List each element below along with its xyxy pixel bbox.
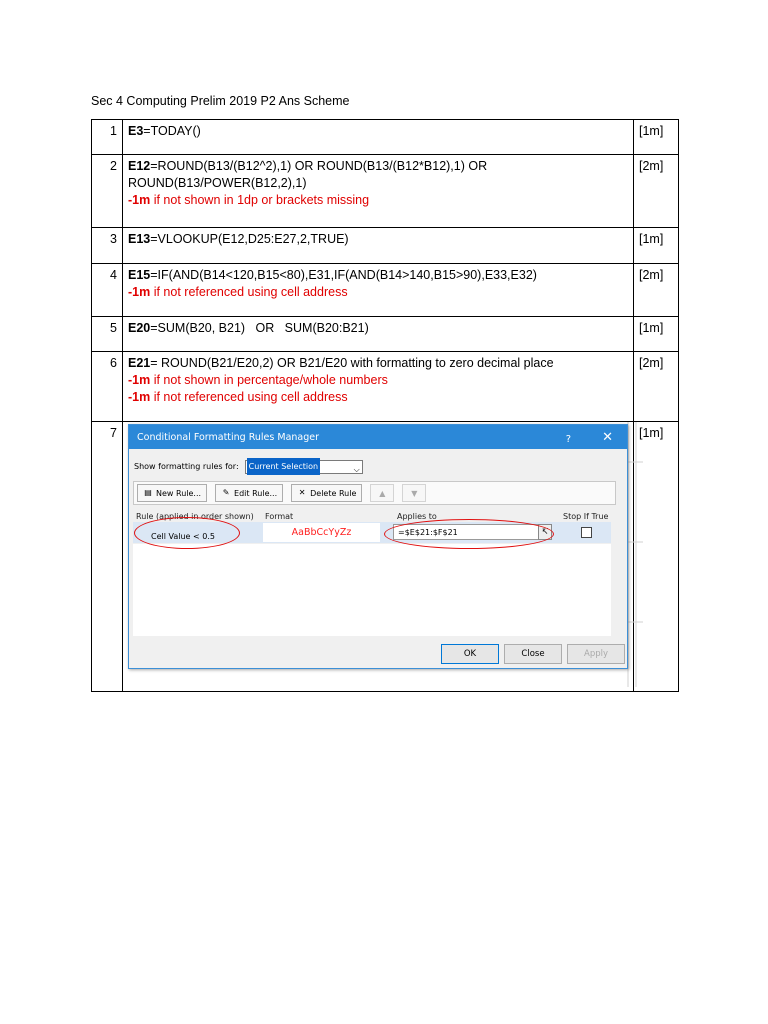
rules-toolbar [133, 481, 616, 505]
delete-icon: ✕ [298, 488, 306, 497]
formula: =ROUND(B13/(B12^2),1) OR ROUND(B13/(B12*B12),1) OR ROUND(B13/POWER(B12,2),1) [128, 159, 488, 190]
cell-ref: E13 [128, 232, 151, 246]
cell-ref: E3 [128, 124, 144, 138]
deduction-note: if not referenced using cell address [150, 390, 348, 404]
deduction: -1m [128, 285, 151, 299]
dialog-title-bar [129, 425, 627, 449]
new-rule-icon: ▤ [144, 488, 152, 497]
formula: =SUM(B20, B21) OR SUM(B20:B21) [150, 321, 369, 335]
move-up-button[interactable] [370, 484, 394, 502]
mark: [2m] [634, 264, 679, 317]
deduction-note: if not shown in percentage/whole numbers [150, 373, 388, 387]
mark: [2m] [634, 352, 679, 422]
table-row [92, 228, 679, 264]
close-icon[interactable]: ✕ [602, 430, 613, 445]
question-number: 2 [92, 155, 123, 228]
collapse-range-icon[interactable]: ↸ [538, 524, 552, 540]
table-row [92, 155, 679, 228]
question-number: 7 [92, 422, 123, 692]
cell-ref: E12 [128, 159, 151, 173]
answer-cell [123, 317, 634, 352]
mark: [1m] [634, 317, 679, 352]
delete-rule-label: Delete Rule [310, 488, 357, 498]
column-header-stop: Stop If True [563, 512, 609, 521]
applies-to-input[interactable]: =$E$21:$F$21 [393, 524, 545, 540]
cell-ref: E21 [128, 356, 151, 370]
help-icon[interactable]: ? [565, 434, 571, 445]
table-row [92, 422, 679, 692]
answer-cell [123, 264, 634, 317]
cell-ref: E15 [128, 268, 151, 282]
ok-button[interactable]: OK [441, 644, 499, 664]
mark: [1m] [634, 120, 679, 155]
format-preview: AaBbCcYyZz [263, 523, 380, 542]
show-rules-label: Show formatting rules for: [134, 462, 239, 471]
answer-cell [123, 352, 634, 422]
formula: =VLOOKUP(E12,D25:E27,2,TRUE) [150, 232, 349, 246]
question-number: 5 [92, 317, 123, 352]
formula: =IF(AND(B14<120,B15<80),E31,IF(AND(B14>140,B15>90),E33,E32) [150, 268, 537, 282]
apply-button[interactable]: Apply [567, 644, 625, 664]
move-down-button[interactable] [402, 484, 426, 502]
new-rule-label: New Rule... [156, 488, 202, 498]
deduction-note: if not referenced using cell address [150, 285, 348, 299]
edit-rule-button[interactable] [215, 484, 283, 502]
table-row [92, 120, 679, 155]
table-row [92, 264, 679, 317]
rules-list-empty-area [133, 544, 611, 636]
show-rules-dropdown[interactable] [245, 460, 363, 474]
deduction: -1m [128, 390, 151, 404]
show-rules-row [134, 458, 363, 475]
table-row [92, 317, 679, 352]
screenshot-container [123, 422, 633, 687]
question-number: 4 [92, 264, 123, 317]
arrow-down-icon: ▼ [411, 488, 418, 498]
arrow-up-icon: ▲ [379, 488, 386, 498]
rule-description: Cell Value < 0.5 [151, 532, 215, 541]
formula: =TODAY() [143, 124, 201, 138]
close-button[interactable]: Close [504, 644, 562, 664]
delete-rule-button[interactable] [291, 484, 362, 502]
document-title: Sec 4 Computing Prelim 2019 P2 Ans Scheme [91, 94, 350, 108]
new-rule-button[interactable] [137, 484, 207, 502]
chevron-down-icon: ⌵ [353, 464, 360, 474]
answer-cell [123, 228, 634, 264]
question-number: 3 [92, 228, 123, 264]
deduction: -1m [128, 373, 151, 387]
answer-cell [123, 155, 634, 228]
annotation-oval-rule [134, 517, 240, 549]
cell-ref: E20 [128, 321, 151, 335]
answer-cell [123, 120, 634, 155]
dialog-title: Conditional Formatting Rules Manager [137, 431, 320, 443]
column-header-rule: Rule (applied in order shown) [136, 512, 254, 521]
conditional-formatting-dialog [128, 424, 628, 669]
formula: = ROUND(B21/E20,2) OR B21/E20 with formatting to zero decimal place [150, 356, 554, 370]
deduction: -1m [128, 193, 151, 207]
table-row [92, 352, 679, 422]
show-rules-value: Current Selection [247, 458, 320, 475]
question-number: 1 [92, 120, 123, 155]
edit-rule-icon: ✎ [222, 488, 230, 497]
deduction-note: if not shown in 1dp or brackets missing [150, 193, 370, 207]
edit-rule-label: Edit Rule... [234, 488, 278, 498]
mark: [2m] [634, 155, 679, 228]
column-header-applies: Applies to [397, 512, 437, 521]
mark: [1m] [634, 228, 679, 264]
mark: [1m] [634, 422, 679, 692]
answer-scheme-table [91, 119, 679, 692]
question-number: 6 [92, 352, 123, 422]
column-header-format: Format [265, 512, 294, 521]
answer-cell [123, 422, 634, 692]
annotation-oval-applies [384, 519, 554, 549]
stop-if-true-checkbox[interactable] [581, 527, 592, 538]
